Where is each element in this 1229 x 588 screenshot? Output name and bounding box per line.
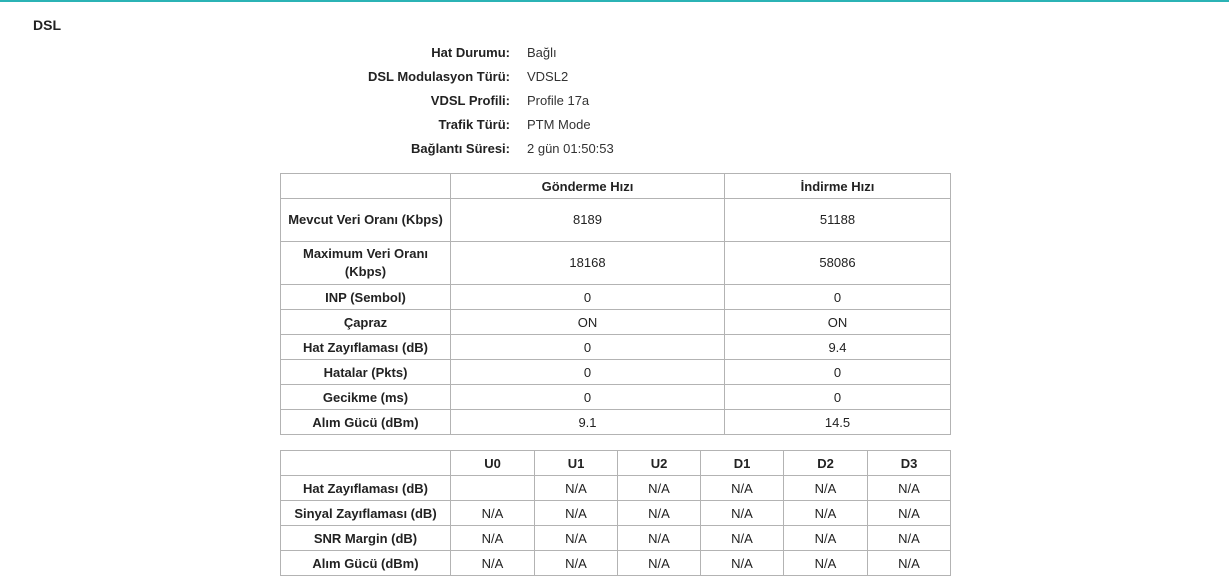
band-value: N/A — [535, 476, 618, 501]
table-row — [281, 199, 951, 242]
table-row — [281, 335, 951, 360]
table-row — [281, 310, 951, 335]
band-value: N/A — [618, 551, 701, 576]
dsl-status-info — [280, 40, 950, 160]
band-levels-table — [280, 450, 951, 576]
band-value: N/A — [868, 501, 951, 526]
header-cell: Gönderme Hızı — [451, 174, 725, 199]
row-label: Gecikme (ms) — [281, 385, 451, 410]
table-row — [281, 285, 951, 310]
upload-value: 0 — [451, 335, 725, 360]
upload-value: 0 — [451, 385, 725, 410]
table-row — [281, 526, 951, 551]
band-value: N/A — [535, 501, 618, 526]
download-value: 51188 — [725, 199, 951, 242]
download-value: 58086 — [725, 242, 951, 285]
info-value: Profile 17a — [527, 92, 590, 108]
rates-table — [280, 173, 951, 435]
row-label: Sinyal Zayıflaması (dB) — [281, 501, 451, 526]
header-cell: D3 — [868, 451, 951, 476]
info-label: VDSL Profili: — [430, 92, 510, 108]
header-cell: U1 — [535, 451, 618, 476]
row-label: Hatalar (Pkts) — [281, 360, 451, 385]
download-value: ON — [725, 310, 951, 335]
band-value: N/A — [784, 476, 868, 501]
header-cell: D2 — [784, 451, 868, 476]
table-header-row — [281, 451, 951, 476]
band-value: N/A — [618, 526, 701, 551]
upload-value: ON — [451, 310, 725, 335]
band-value: N/A — [701, 551, 784, 576]
row-label: Maximum Veri Oranı (Kbps) — [281, 242, 451, 285]
row-label: SNR Margin (dB) — [281, 526, 451, 551]
header-cell — [281, 451, 451, 476]
row-label: Çapraz — [281, 310, 451, 335]
info-row-traffic-type — [280, 112, 950, 136]
info-label: Hat Durumu: — [431, 44, 510, 60]
upload-value: 0 — [451, 360, 725, 385]
row-label: Alım Gücü (dBm) — [281, 410, 451, 435]
upload-value: 8189 — [451, 199, 725, 242]
info-label: Trafik Türü: — [438, 116, 510, 132]
band-value: N/A — [701, 526, 784, 551]
band-value: N/A — [784, 526, 868, 551]
download-value: 0 — [725, 285, 951, 310]
table-row — [281, 551, 951, 576]
band-value — [451, 476, 535, 501]
row-label: Alım Gücü (dBm) — [281, 551, 451, 576]
row-label: INP (Sembol) — [281, 285, 451, 310]
header-cell — [281, 174, 451, 199]
download-value: 0 — [725, 360, 951, 385]
table-row — [281, 385, 951, 410]
header-cell: İndirme Hızı — [725, 174, 951, 199]
upload-value: 18168 — [451, 242, 725, 285]
info-row-modulation — [280, 64, 950, 88]
info-value: Bağlı — [527, 44, 557, 60]
section-title: DSL — [33, 17, 61, 33]
header-cell: U2 — [618, 451, 701, 476]
header-cell: D1 — [701, 451, 784, 476]
info-label: Bağlantı Süresi: — [411, 140, 510, 156]
band-value: N/A — [868, 526, 951, 551]
band-value: N/A — [618, 501, 701, 526]
upload-value: 9.1 — [451, 410, 725, 435]
band-value: N/A — [451, 526, 535, 551]
band-value: N/A — [451, 501, 535, 526]
band-value: N/A — [784, 501, 868, 526]
row-label: Mevcut Veri Oranı (Kbps) — [281, 199, 451, 242]
table-row — [281, 501, 951, 526]
row-label: Hat Zayıflaması (dB) — [281, 476, 451, 501]
table-row — [281, 476, 951, 501]
band-value: N/A — [701, 501, 784, 526]
info-value: 2 gün 01:50:53 — [527, 140, 614, 156]
row-label: Hat Zayıflaması (dB) — [281, 335, 451, 360]
upload-value: 0 — [451, 285, 725, 310]
band-value: N/A — [535, 526, 618, 551]
download-value: 0 — [725, 385, 951, 410]
band-value: N/A — [618, 476, 701, 501]
band-value: N/A — [868, 476, 951, 501]
band-value: N/A — [535, 551, 618, 576]
download-value: 14.5 — [725, 410, 951, 435]
info-row-vdsl-profile — [280, 88, 950, 112]
download-value: 9.4 — [725, 335, 951, 360]
info-row-connection-time — [280, 136, 950, 160]
info-value: PTM Mode — [527, 116, 591, 132]
band-value: N/A — [701, 476, 784, 501]
info-value: VDSL2 — [527, 68, 569, 84]
table-header-row — [281, 174, 951, 199]
band-value: N/A — [451, 551, 535, 576]
header-cell: U0 — [451, 451, 535, 476]
table-row — [281, 242, 951, 285]
band-value: N/A — [784, 551, 868, 576]
band-value: N/A — [868, 551, 951, 576]
info-label: DSL Modulasyon Türü: — [367, 68, 510, 84]
table-row — [281, 360, 951, 385]
top-accent-line — [0, 0, 1229, 2]
info-row-line-status — [280, 40, 950, 64]
table-row — [281, 410, 951, 435]
